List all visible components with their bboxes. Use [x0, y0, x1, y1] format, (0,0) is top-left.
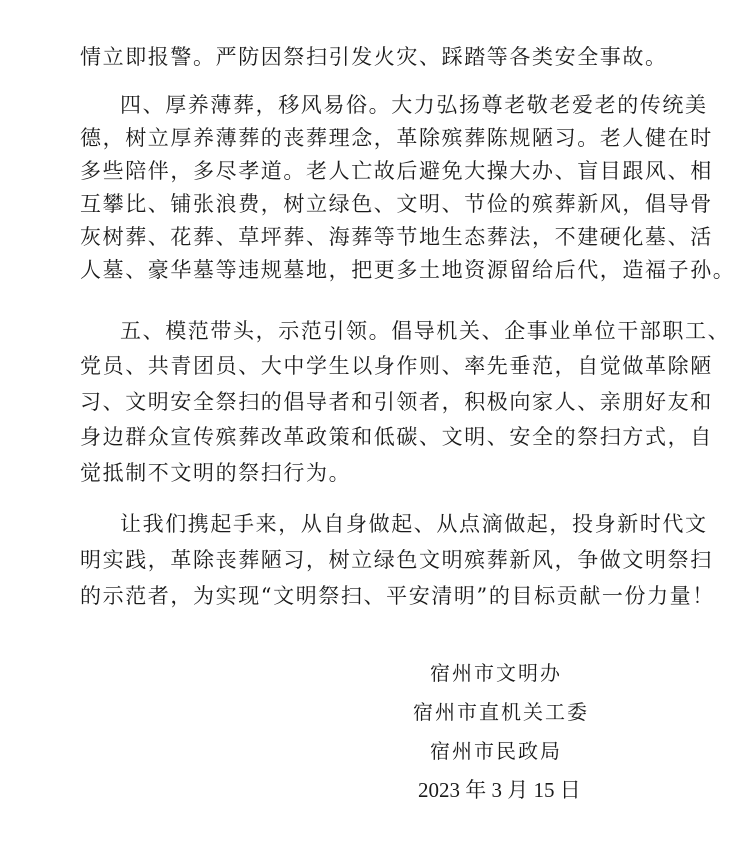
paragraph-line: 觉抵制不文明的祭扫行为。 [80, 461, 352, 485]
paragraph-line: 五、模范带头，示范引领。倡导机关、企事业单位干部职工、 [120, 319, 731, 343]
paragraph-line: 让我们携起手来，从自身做起、从点滴做起，投身新时代文 [120, 512, 708, 536]
signature-office: 宿州市民政局 [430, 739, 562, 763]
paragraph-line: 情立即报警。严防因祭扫引发火灾、踩踏等各类安全事故。 [80, 45, 668, 69]
signature-office: 宿州市直机关工委 [413, 700, 589, 724]
paragraph-line: 习、文明安全祭扫的倡导者和引领者，积极向家人、亲朋好友和 [80, 390, 713, 414]
paragraph-line: 明实践，革除丧葬陋习，树立绿色文明殡葬新风，争做文明祭扫 [80, 548, 713, 572]
paragraph-line: 党员、共青团员、大中学生以身作则、率先垂范，自觉做革除陋 [80, 354, 713, 378]
paragraph-line: 灰树葬、花葬、草坪葬、海葬等节地生态葬法，不建硬化墓、活 [80, 225, 713, 249]
signature-office: 宿州市文明办 [430, 661, 562, 685]
paragraph-line: 互攀比、铺张浪费，树立绿色、文明、节俭的殡葬新风，倡导骨 [80, 192, 713, 216]
paragraph-line: 身边群众宣传殡葬改革政策和低碳、文明、安全的祭扫方式，自 [80, 425, 713, 449]
paragraph-line: 四、厚养薄葬，移风易俗。大力弘扬尊老敬老爱老的传统美 [120, 93, 708, 117]
paragraph-line: 多些陪伴，多尽孝道。老人亡故后避免大操大办、盲目跟风、相 [80, 159, 713, 183]
paragraph-line: 的示范者，为实现“文明祭扫、平安清明”的目标贡献一份力量！ [80, 584, 715, 608]
paragraph-line: 人墓、豪华墓等违规墓地，把更多土地资源留给后代，造福子孙。 [80, 258, 736, 282]
document-date: 2023 年 3 月 15 日 [418, 778, 581, 802]
paragraph-line: 德，树立厚养薄葬的丧葬理念，革除殡葬陈规陋习。老人健在时 [80, 126, 713, 150]
